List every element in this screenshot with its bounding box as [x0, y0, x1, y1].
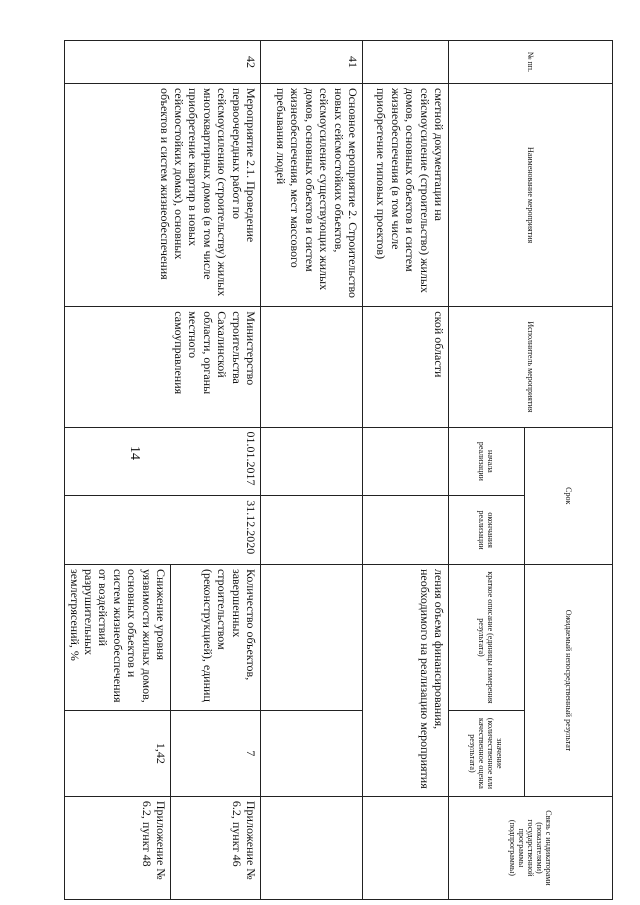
- table-row: [261, 41, 363, 900]
- cell-name: Основное мероприятие 2. Строительство новых сейсмостойких объектов, сейсмоусиление существующих жилых домов, основных объектов и систем жизнеобеспечения, мест массового пребывания людей: [261, 83, 363, 306]
- cell-num: 41: [261, 41, 363, 84]
- cell-link: Приложение № 6.2, пункт 46: [171, 796, 261, 899]
- cell-end: [363, 496, 449, 565]
- table-container: [67, 40, 613, 900]
- header-term: Срок: [525, 427, 613, 564]
- header-result-value: значение (количественное или качественное оценка результата): [449, 710, 525, 796]
- page-number: 14: [127, 446, 142, 460]
- header-result-desc: краткое описание (единицы измерения результата): [449, 564, 525, 710]
- cell-executor: [261, 307, 363, 427]
- cell-name: Мероприятие 2.1. Проведение первоочередных работ по сейсмоусилению (строительству) жилых многоквартирных домов (в том числе приобретение квартир в новых сейсмостойких домах), основных объектов и систем жизнеобеспечения: [65, 83, 261, 306]
- cell-result-value: 1,42: [65, 710, 171, 796]
- header-name: Наименование мероприятия: [449, 83, 613, 306]
- cell-start: [363, 427, 449, 496]
- table-row: [171, 41, 261, 900]
- header-num: № пп.: [449, 41, 613, 84]
- cell-result-desc: Количество объектов, завершенных строительством (реконструкцией), единиц: [171, 564, 261, 710]
- table-row: [363, 41, 449, 900]
- cell-result-value: [261, 710, 363, 796]
- cell-result-desc: [261, 564, 363, 710]
- cell-link: Приложение № 6.2, пункт 48: [65, 796, 171, 899]
- header-link: Связь с индикаторами (показателями) государственной программы (подпрограммы): [449, 796, 613, 899]
- cell-link: [363, 796, 449, 899]
- rotated-page-region: [67, 40, 613, 900]
- header-end: окончания реализации: [449, 496, 525, 565]
- header-executor: Исполнитель мероприятия: [449, 307, 613, 427]
- cell-result-desc: Снижение уровня уязвимости жилых домов, основных объектов и систем жизнеобеспечения от воздействий разрушительных землетрясений, %: [65, 564, 171, 710]
- cell-executor: ской области: [363, 307, 449, 427]
- cell-start: 01.01.2017: [65, 427, 261, 496]
- measures-table: [64, 40, 613, 900]
- cell-end: [261, 496, 363, 565]
- cell-executor: Министерство строительства Сахалинской области, органы местного самоуправления: [65, 307, 261, 427]
- cell-start: [261, 427, 363, 496]
- cell-name: сметной документации на сейсмоусиление (строительство) жилых домов, основных объектов и систем жизнеобеспечения (в том числе приобретение типовых проектов): [363, 83, 449, 306]
- cell-result-desc: ления объема финансирования, необходимого на реализацию мероприятия: [363, 564, 449, 796]
- cell-result-value: 7: [171, 710, 261, 796]
- cell-num: [363, 41, 449, 84]
- cell-end: 31.12.2020: [65, 496, 261, 565]
- header-start: начала реализации: [449, 427, 525, 496]
- cell-num: 42: [65, 41, 261, 84]
- header-result: Ожидаемый непосредственный результат: [525, 564, 613, 796]
- cell-link: [261, 796, 363, 899]
